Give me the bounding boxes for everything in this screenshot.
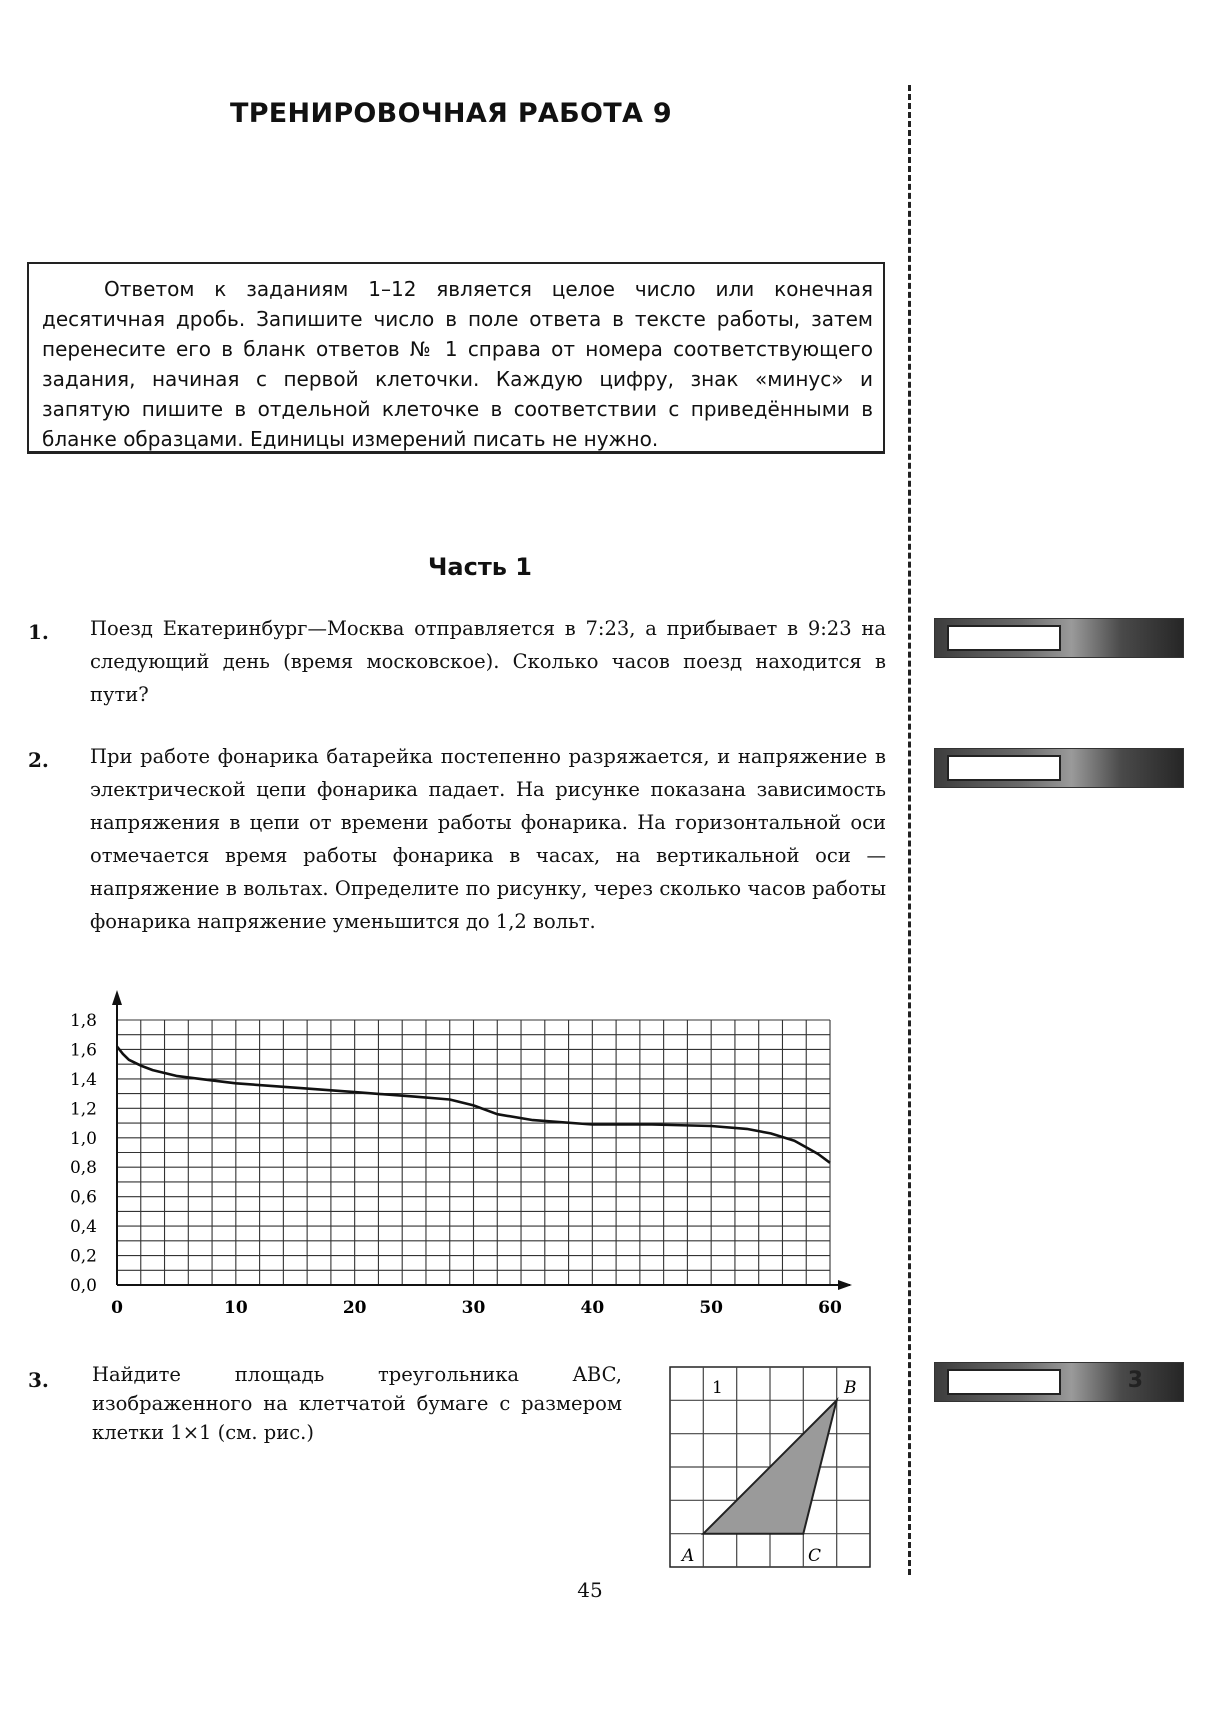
task-2-text: При работе фонарика батарейка постепенно разряжается, и напряжение в электрической цепи фонарика падает. На рисунке показана зависимость напряжения в цепи от времени работы фонарика. На горизонтальной оси отмечается время работы фонарика в часах, на вертикальной оси — напряжение в вольтах. Определите по рисунку, через сколько часов работы фонарика напряжение уменьшится до 1,2 вольт.	[90, 745, 886, 933]
cell-size-label: 1	[712, 1378, 723, 1398]
x-tick-label: 10	[223, 1298, 248, 1318]
answer-box-1[interactable]	[934, 618, 1184, 658]
answer-box-3[interactable]	[934, 1362, 1184, 1402]
task-1-text: Поезд Екатеринбург—Москва отправляется в 7:23, а прибывает в 9:23 на следующий день (время московское). Сколько часов поезд находится в пути?	[90, 617, 886, 706]
task-2-number: 2.	[28, 748, 49, 772]
vertex-c-label: C	[808, 1546, 822, 1566]
y-tick-label: 1,0	[69, 1128, 97, 1149]
cut-line	[908, 85, 911, 1575]
voltage-chart	[0, 985, 880, 1325]
y-tick-label: 0,0	[69, 1276, 97, 1296]
vertex-a-label: A	[682, 1546, 695, 1566]
answer-box-2[interactable]	[934, 748, 1184, 788]
x-tick-label: 60	[818, 1298, 842, 1318]
y-tick-label: 0,2	[69, 1246, 97, 1267]
y-tick-label: 1,6	[69, 1040, 97, 1061]
task-3-number: 3.	[28, 1368, 49, 1392]
answer-field-1[interactable]	[947, 625, 1061, 651]
x-tick-label: 30	[461, 1298, 486, 1318]
y-tick-label: 1,8	[69, 1011, 97, 1031]
y-tick-label: 0,8	[69, 1158, 97, 1179]
answer-field-3[interactable]	[947, 1369, 1061, 1395]
x-tick-label: 50	[699, 1298, 724, 1318]
task-1-number: 1.	[28, 620, 49, 644]
y-tick-label: 1,2	[69, 1099, 97, 1120]
answer-field-2[interactable]	[947, 755, 1061, 781]
x-tick-label: 40	[580, 1298, 605, 1318]
answer-box-3-mark: 3	[1127, 1368, 1143, 1393]
instructions-box: Ответом к заданиям 1–12 является целое число или конечная десятичная дробь. Запишите число в поле ответа в тексте работы, затем перенесите его в бланк ответов № 1 справа от номера соответствующего задания, начиная с первой клеточки. Каждую цифру, знак «минус» и запятую пишите в отдельной клеточке в соответствии с приведёнными в бланке образцами. Единицы измерений писать не нужно.	[27, 262, 885, 454]
y-tick-label: 0,4	[69, 1217, 97, 1238]
x-tick-label: 20	[342, 1298, 367, 1318]
x-axis-arrow	[838, 1280, 852, 1290]
y-tick-label: 0,6	[69, 1187, 97, 1208]
x-tick-label: 0	[111, 1298, 123, 1318]
page-number: 45	[577, 1578, 603, 1602]
vertex-b-label: B	[844, 1378, 857, 1398]
y-tick-label: 1,4	[69, 1069, 97, 1090]
triangle-figure	[668, 1365, 876, 1570]
part-title: Часть 1	[428, 553, 532, 581]
y-axis-arrow	[112, 990, 122, 1005]
page-title: ТРЕНИРОВОЧНАЯ РАБОТА 9	[230, 98, 672, 129]
task-3-text: Найдите площадь треугольника ABC, изображенного на клетчатой бумаге с размером клетки 1×1 (см. рис.)	[92, 1363, 622, 1444]
